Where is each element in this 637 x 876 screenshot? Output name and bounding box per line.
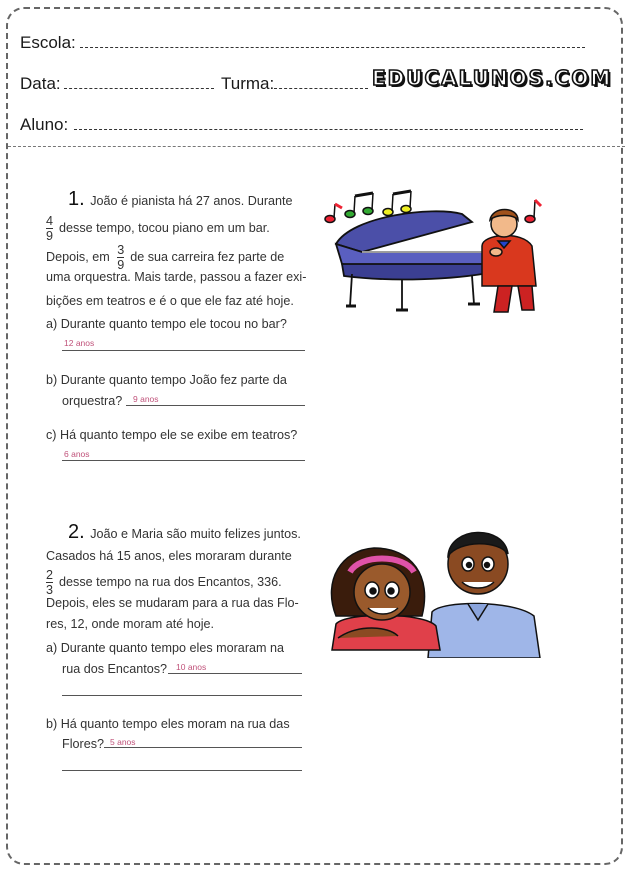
- q2-line5: res, 12, onde moram até hoje.: [46, 617, 215, 631]
- aluno-label: Aluno:: [20, 115, 69, 134]
- q2-line3: $\frac{2}{3}$ desse tempo na rua dos Encantos, 336.: [46, 568, 282, 597]
- q2-line4: Depois, eles se mudaram para a rua das Flo-: [46, 596, 299, 610]
- q2-b-answer: 5 anos: [110, 737, 136, 747]
- q1-fraction-3-9: $\frac{3}{9}$: [117, 243, 125, 272]
- turma-field[interactable]: [274, 88, 368, 89]
- q2-a-question-line1: a) Durante quanto tempo eles moraram na: [46, 641, 285, 655]
- q1-number: 1.: [68, 188, 85, 210]
- q2-a-answer-line[interactable]: [168, 673, 302, 674]
- q2-a-answer-line-2[interactable]: [62, 695, 302, 696]
- piano-icon: [336, 211, 494, 310]
- q1-b-question-line1: b) Durante quanto tempo João fez parte da: [46, 373, 287, 387]
- educalunos-logo: EDUCALUNOS.COM: [372, 66, 613, 90]
- turma-label: Turma:: [221, 74, 275, 93]
- q2-line2: Casados há 15 anos, eles moraram durante: [46, 549, 292, 563]
- q1-a-question: a) Durante quanto tempo ele tocou no bar?: [46, 317, 287, 331]
- couple-illustration: [328, 520, 544, 658]
- data-label: Data:: [20, 74, 61, 93]
- q2-b-question-line1: b) Há quanto tempo eles moram na rua das: [46, 717, 290, 731]
- woman-icon: [331, 548, 440, 650]
- q2-a-question-line2: rua dos Encantos?: [62, 662, 168, 676]
- q2-b-answer-line[interactable]: [104, 747, 302, 748]
- data-field[interactable]: [64, 88, 214, 89]
- escola-label: Escola:: [20, 33, 76, 52]
- q1-c-answer-line[interactable]: [62, 460, 305, 461]
- q1-line5: bições em teatros e é o que ele faz até hoje.: [46, 294, 294, 308]
- q1-a-answer-line[interactable]: [62, 350, 305, 351]
- q2-a-answer: 10 anos: [176, 662, 207, 672]
- q1-line4: uma orquestra. Mais tarde, passou a fazer exi-: [46, 270, 307, 284]
- q2-fraction-2-3: $\frac{2}{3}$: [46, 568, 54, 597]
- header-divider: [8, 146, 625, 147]
- man-icon: [428, 532, 540, 658]
- q1-line1: 1. João é pianista há 27 anos. Durante: [68, 188, 293, 210]
- q2-b-answer-line-2[interactable]: [62, 770, 302, 771]
- q1-a-answer: 12 anos: [64, 338, 95, 348]
- q2-line1: 2. João e Maria são muito felizes juntos.: [68, 521, 301, 543]
- q2-b-question-line2: Flores?: [62, 737, 104, 751]
- escola-field[interactable]: [80, 47, 585, 48]
- q1-c-answer: 6 anos: [64, 449, 90, 459]
- q2-number: 2.: [68, 521, 85, 543]
- q1-line2: $\frac{4}{9}$ desse tempo, tocou piano em um bar.: [46, 214, 270, 243]
- pianist-icon: [482, 210, 536, 313]
- pianist-illustration: [322, 186, 546, 314]
- q1-b-question-line2: orquestra?: [62, 394, 123, 408]
- q1-b-answer: 9 anos: [133, 394, 159, 404]
- q1-line3: Depois, em $\frac{3}{9}$ de sua carreira fez parte de: [46, 243, 285, 272]
- q1-b-answer-line[interactable]: [126, 405, 305, 406]
- q1-c-question: c) Há quanto tempo ele se exibe em teatros?: [46, 428, 298, 442]
- q1-fraction-4-9: $\frac{4}{9}$: [46, 214, 54, 243]
- aluno-field[interactable]: [74, 129, 583, 130]
